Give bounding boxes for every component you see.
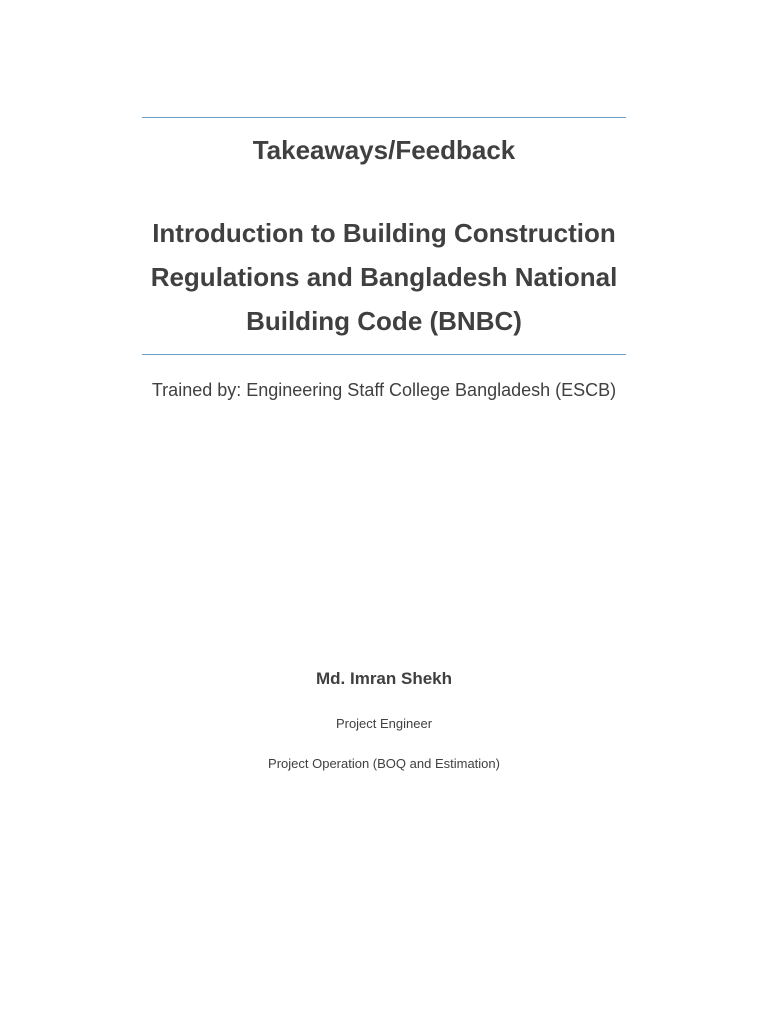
- section-label: Takeaways/Feedback: [252, 135, 516, 165]
- top-divider: [142, 117, 626, 118]
- author-role: Project Engineer: [335, 716, 433, 731]
- bottom-divider: [142, 354, 626, 355]
- document-title: Introduction to Building Construction Regulations and Bangladesh National Building Code (BNBC): [150, 218, 618, 336]
- author-name: Md. Imran Shekh: [315, 669, 453, 688]
- author-department: Project Operation (BOQ and Estimation): [268, 756, 500, 771]
- trainer-line: Trained by: Engineering Staff College Bangladesh (ESCB): [151, 380, 617, 400]
